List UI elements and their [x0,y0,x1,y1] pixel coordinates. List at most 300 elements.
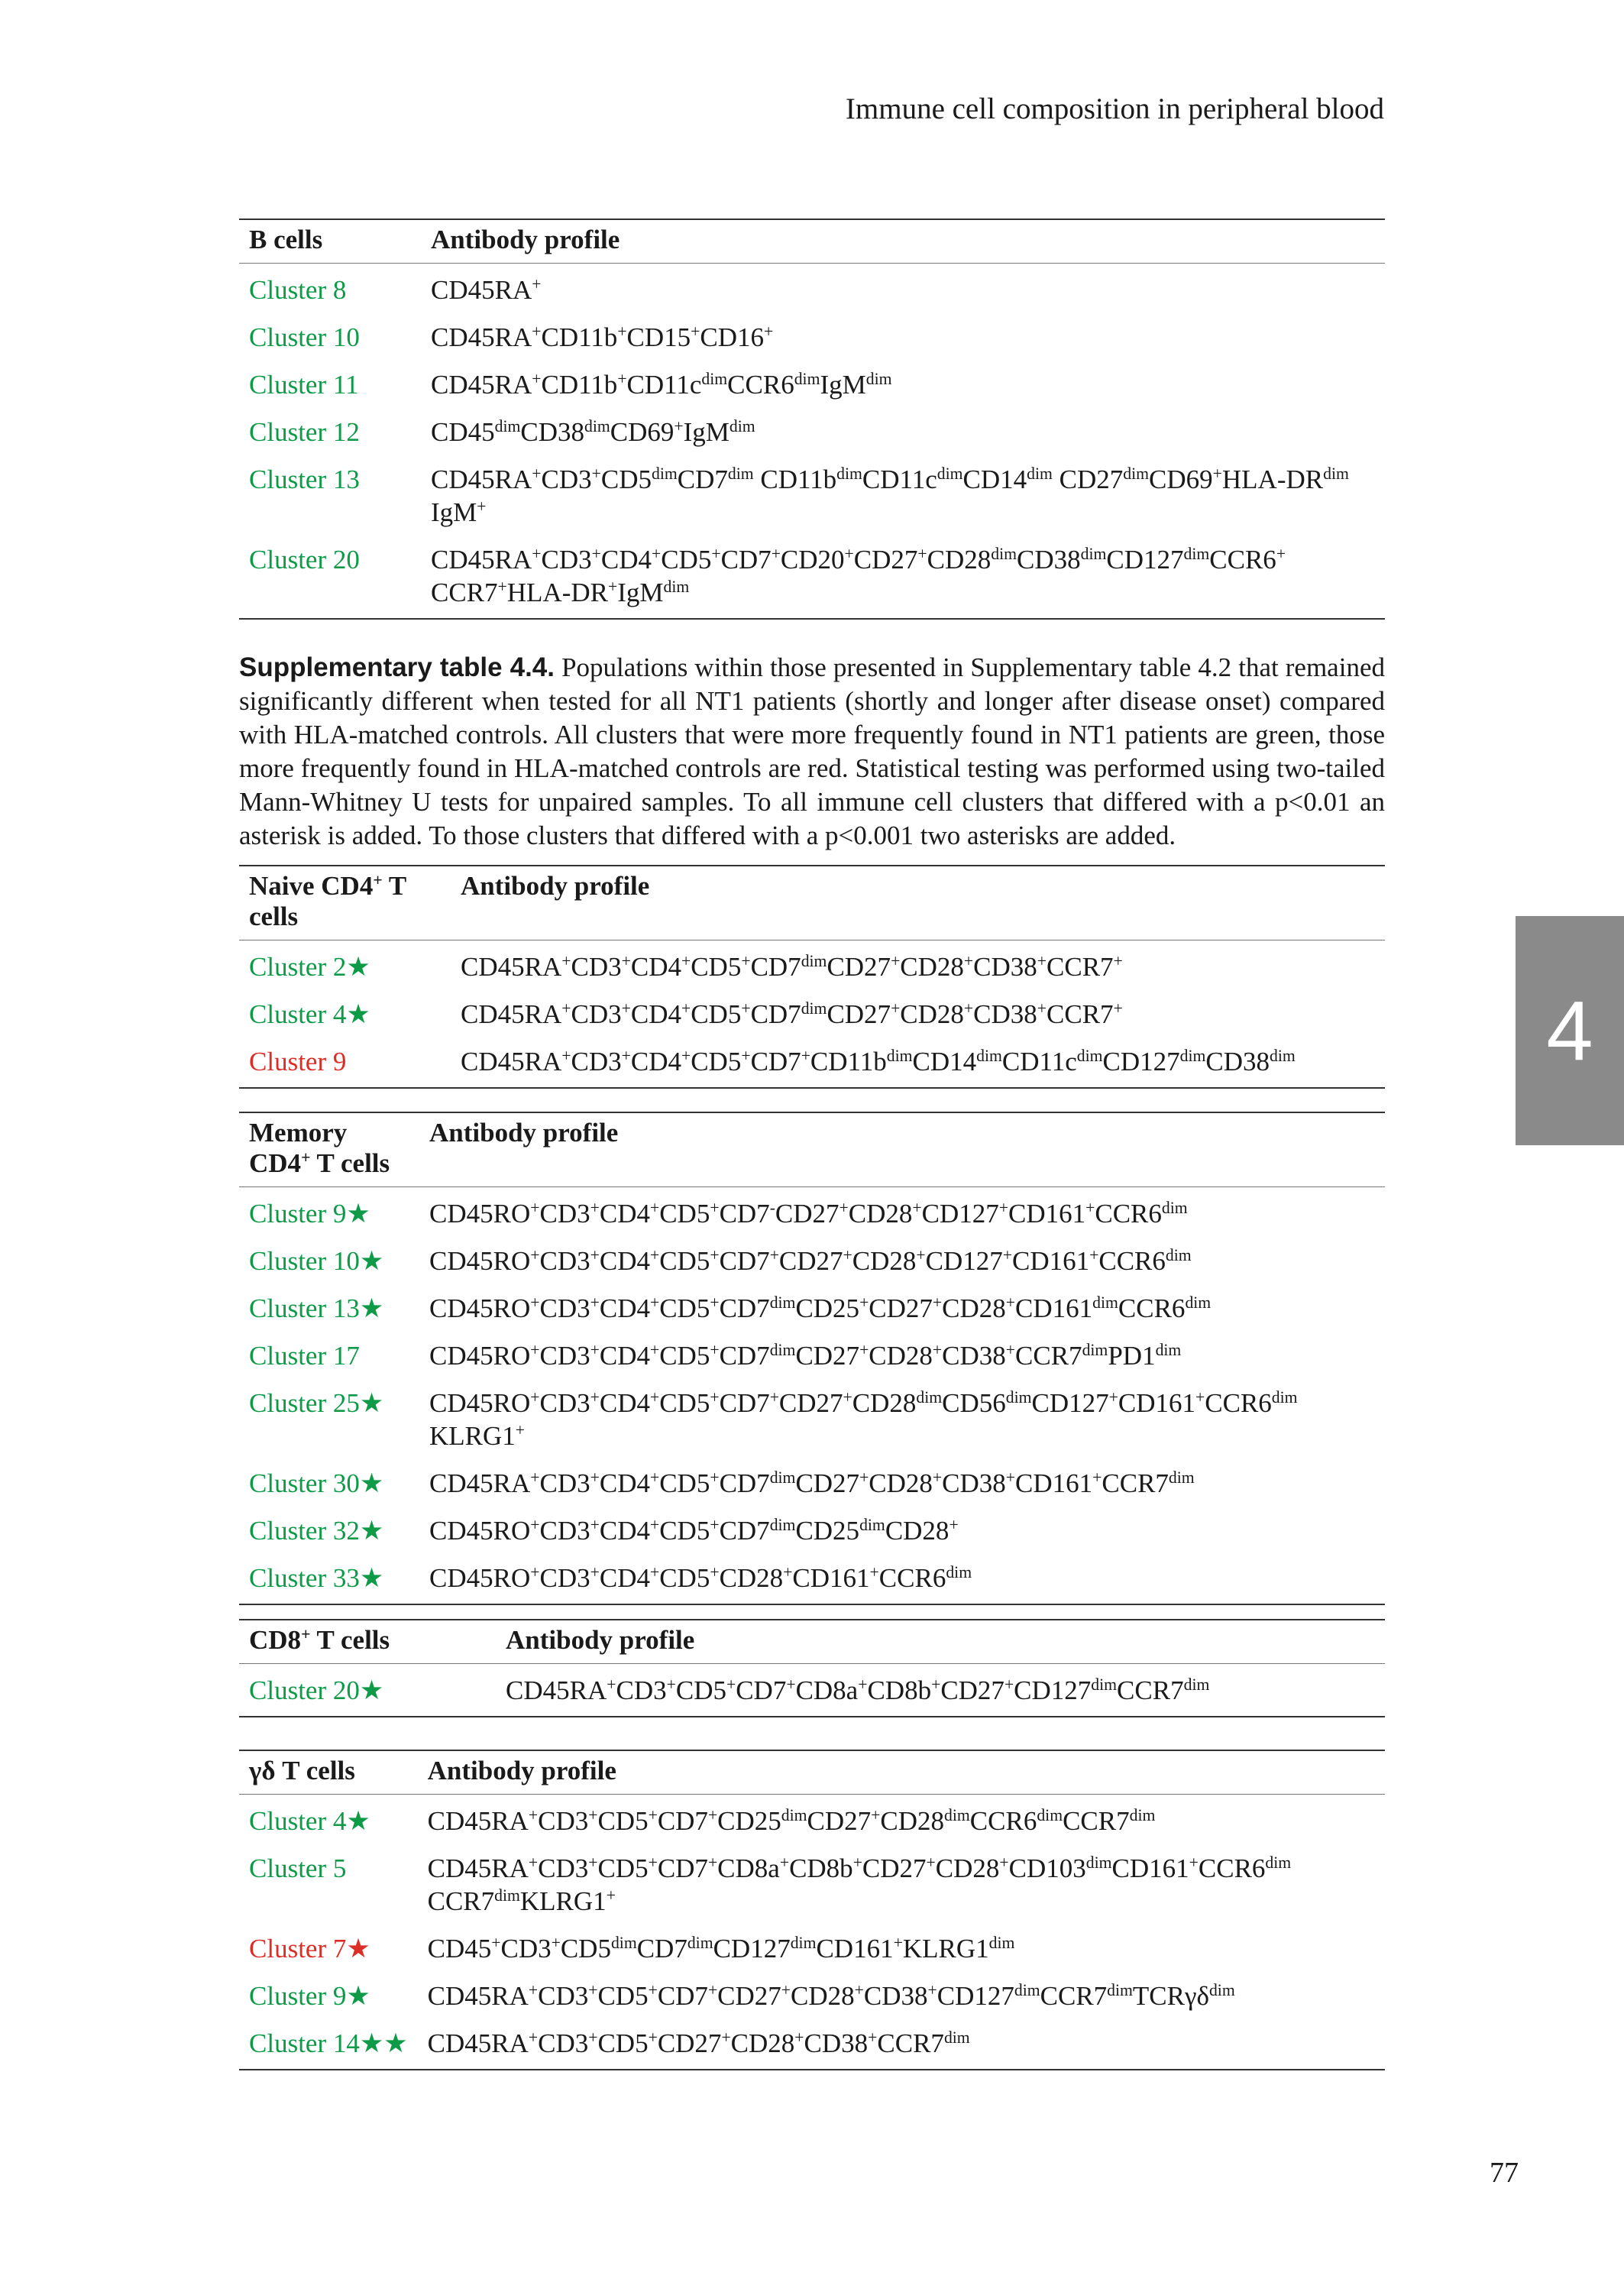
marker-name: CD28 [900,952,964,982]
marker-expression: + [649,1341,660,1360]
b-cells-table-wrap [239,219,1385,620]
table-row [239,1236,1385,1284]
marker-expression: + [588,2028,598,2048]
marker-expression: dim [1027,465,1053,484]
marker-name: CD28 [885,1516,949,1546]
marker-expression: dim [651,465,678,484]
marker-name: CD25 [795,1516,860,1546]
marker-name: CD5 [691,1047,742,1076]
marker-expression: dim [886,1047,913,1066]
marker-expression: + [726,1675,736,1695]
marker-name: CD45RA [427,1853,529,1883]
marker-name: CD3 [539,1293,590,1323]
marker-name: CD45RO [429,1388,531,1418]
marker-expression: + [530,1516,540,1535]
marker-name: CD127 [925,1246,1003,1276]
marker-name: CD27 [807,1806,872,1836]
marker-expression: + [301,1625,311,1644]
marker-name: CD4 [599,1516,650,1546]
running-header: Immune cell composition in peripheral blood [845,92,1384,125]
marker-name: CD161 [1008,1199,1086,1229]
antibody-profile [421,360,1385,407]
marker-expression: + [711,545,721,564]
marker-expression: + [843,1246,852,1265]
marker-name: CD7 [719,1341,770,1371]
marker-name: KLRG1 [429,1421,516,1451]
marker-expression: + [649,1246,660,1265]
table-header-row [239,1620,1385,1664]
marker-expression: + [1108,1388,1118,1407]
marker-name: CD8b [867,1675,932,1705]
marker-expression: + [681,1047,691,1066]
marker-expression: + [617,370,627,389]
marker-name: CD7 [750,1047,801,1076]
marker-expression: + [617,322,627,342]
marker-expression: + [859,1468,869,1488]
antibody-profile [451,940,1385,990]
marker-name: CD38 [973,999,1037,1029]
marker-expression: + [1085,1199,1095,1218]
marker-expression: dim [781,1806,807,1825]
marker-name: CD27 [657,2028,722,2058]
marker-expression: + [1189,1853,1199,1873]
marker-name: CD69 [610,417,675,447]
cluster-label: Cluster 8 [249,275,347,305]
marker-name: CD5 [597,1806,649,1836]
marker-expression: + [1092,1468,1102,1488]
marker-expression: + [869,1563,879,1582]
marker-expression: + [741,999,751,1018]
marker-name: CD27 [862,1853,927,1883]
marker-expression: + [551,1934,561,1953]
marker-expression: dim [946,1563,972,1582]
marker-expression: + [963,952,974,971]
marker-name: IgM [683,417,730,447]
marker-name: T cells [249,871,406,931]
marker-expression: + [710,1293,720,1313]
marker-expression: + [532,545,542,564]
marker-name: CCR6 [1209,545,1276,575]
marker-name: CD27 [940,1675,1004,1705]
marker-name: CD7 [719,1199,770,1229]
table-row [239,1187,1385,1237]
marker-expression: + [893,1934,903,1953]
marker-expression: + [949,1516,959,1535]
marker-expression: + [852,1853,862,1873]
marker-expression: + [707,1806,718,1825]
marker-name: CD27 [778,1246,843,1276]
antibody-profile [418,1924,1385,1971]
marker-name: CD5 [659,1468,710,1498]
marker-expression: + [707,1853,718,1873]
marker-name: CCR7 [1040,1981,1108,2011]
marker-name: CD3 [571,999,622,1029]
antibody-profile [419,1458,1385,1506]
table-row [239,455,1385,535]
marker-name: CD3 [538,1806,589,1836]
marker-name: CCR6 [1205,1388,1272,1418]
marker-name: CD25 [717,1806,781,1836]
marker-expression: + [621,1047,631,1066]
naive-cd4-t-cells-table [239,865,1385,1089]
marker-expression: dim [1183,545,1210,564]
marker-name: CD28 [852,1246,917,1276]
marker-name: CD45 [431,417,495,447]
marker-expression: + [590,1293,600,1313]
antibody-profile [419,1236,1385,1284]
marker-name: CD16 [700,322,765,352]
antibody-profile [419,1331,1385,1378]
marker-expression: dim [991,545,1017,564]
marker-expression: + [530,1246,540,1265]
marker-name: CD45RA [461,1047,562,1076]
marker-name: CD27 [795,1468,860,1498]
marker-name: CD3 [539,1563,590,1593]
marker-expression: + [771,545,781,564]
marker-expression: + [621,999,631,1018]
marker-name: CD161 [1111,1853,1189,1883]
marker-expression: + [868,2028,878,2048]
marker-expression: + [1113,999,1123,1018]
marker-name: CD11b [541,322,618,352]
marker-name: CD3 [539,1468,590,1498]
marker-name: CD3 [538,1853,589,1883]
marker-name: CD27 [775,1199,839,1229]
marker-name: CD127 [1014,1675,1092,1705]
marker-name: CD3 [571,1047,622,1076]
cluster-label: Cluster 4★ [249,1806,370,1836]
marker-expression: dim [769,1468,796,1488]
marker-name: CD3 [616,1675,667,1705]
marker-expression: + [649,1516,660,1535]
marker-expression: + [707,1981,718,2000]
memory-cd4-table-wrap [239,1112,1385,1605]
marker-name: CD103 [1008,1853,1086,1883]
cluster-label: Cluster 25★ [249,1388,384,1418]
cluster-label: Cluster 4★ [249,999,370,1029]
table-row [239,312,1385,360]
marker-expression: + [648,1981,658,2000]
marker-name: CD3 [539,1388,590,1418]
marker-name: CD7 [657,1853,708,1883]
marker-name: CD4 [599,1199,650,1229]
marker-name: CD5 [661,545,712,575]
marker-expression: dim [865,370,892,389]
marker-expression: + [590,1341,600,1360]
marker-name: CD8a [717,1853,780,1883]
marker-expression: + [666,1675,676,1695]
marker-name: CCR6 [1118,1293,1186,1323]
marker-expression: dim [790,1934,817,1953]
marker-expression: + [606,1886,616,1905]
marker-expression: + [561,952,571,971]
marker-name: CD27 [778,1388,843,1418]
marker-name: CD11c [862,465,937,494]
marker-name: CD45RA [431,545,532,575]
marker-expression: + [561,1047,571,1066]
marker-name: CD38 [942,1341,1006,1371]
marker-expression: dim [494,417,521,436]
marker-name: CD8a [795,1675,859,1705]
marker-expression: dim [701,370,728,389]
marker-name: CD38 [804,2028,869,2058]
marker-name: CD25 [795,1293,860,1323]
marker-name: CD11b [753,465,837,494]
marker-name: CD45RA [431,370,532,400]
antibody-profile [418,1844,1385,1924]
table-row [239,1037,1385,1088]
marker-name: CCR6 [1198,1853,1266,1883]
marker-name: CD20 [780,545,845,575]
marker-name: CD28 [852,1388,917,1418]
antibody-profile [451,1037,1385,1088]
cluster-label: Cluster 7★ [249,1934,370,1963]
marker-expression: + [528,1981,539,2000]
marker-expression: dim [1165,1246,1192,1265]
marker-expression: dim [610,1934,637,1953]
marker-expression: dim [1107,1981,1133,2000]
antibody-profile [419,1284,1385,1331]
marker-expression: + [998,1199,1008,1218]
marker-expression: dim [729,417,755,436]
marker-name: T cells [310,1625,390,1655]
marker-name: CD45RO [429,1293,531,1323]
header-text: B cells [249,225,323,254]
marker-name: CD7 [677,465,728,494]
marker-name: CCR6 [1098,1246,1166,1276]
cluster-label: Cluster 32★ [249,1516,384,1546]
antibody-profile [421,455,1385,535]
marker-expression: + [794,2028,804,2048]
marker-expression: + [590,1388,600,1407]
marker-expression: + [681,952,691,971]
profile-header: Antibody profile [427,1756,616,1785]
marker-expression: + [607,1675,616,1695]
marker-name: CD8 [249,1625,302,1655]
marker-expression: dim [769,1293,796,1313]
marker-expression: dim [1265,1853,1292,1873]
marker-expression: + [769,1388,779,1407]
marker-expression: + [839,1199,849,1218]
marker-expression: + [649,1199,660,1218]
antibody-profile [421,264,1385,313]
cluster-label: Cluster 10 [249,322,360,352]
marker-name: CD5 [659,1246,710,1276]
marker-name: CD161 [1015,1468,1093,1498]
marker-name: CCR6 [878,1563,946,1593]
marker-expression: dim [916,1388,943,1407]
table-row [239,2018,1385,2070]
marker-expression: dim [1092,1293,1118,1313]
marker-expression: + [1004,1675,1014,1695]
marker-expression: + [999,1853,1009,1873]
marker-expression: + [528,1853,539,1873]
header-text: γδ T cells [249,1756,355,1785]
marker-expression: + [781,1981,791,2000]
marker-expression: + [590,1563,600,1582]
marker-name: CD7 [720,545,772,575]
marker-name: CD161 [1015,1293,1093,1323]
marker-name: CD38 [863,1981,928,2011]
cluster-label: Cluster 10★ [249,1246,384,1276]
table-caption [239,651,1385,853]
marker-name: CD127 [937,1981,1014,2011]
antibody-profile [421,535,1385,619]
marker-expression: + [588,1853,598,1873]
marker-expression: dim [943,2028,970,2048]
cluster-label: Cluster 11 [249,370,359,400]
marker-name: CD45RO [429,1199,531,1229]
marker-name: CD28 [719,1563,784,1593]
marker-name: CD28 [730,2028,795,2058]
marker-name: Memory CD4 [249,1118,348,1178]
marker-expression: dim [727,465,754,484]
marker-expression: + [1002,1246,1012,1265]
marker-expression: + [932,1341,943,1360]
antibody-profile [496,1664,1385,1717]
marker-expression: + [1089,1246,1099,1265]
marker-expression: + [786,1675,796,1695]
table-header-row [239,219,1385,264]
marker-name: CD15 [626,322,691,352]
marker-name: CD3 [539,1246,590,1276]
marker-name: CD11c [626,370,702,400]
marker-expression: + [530,1468,540,1488]
table-row [239,1378,1385,1458]
marker-expression: + [1005,1468,1016,1488]
marker-expression: dim [1269,1047,1296,1066]
marker-expression: + [532,322,542,342]
marker-expression: + [1037,952,1047,971]
marker-name: CD45RA [427,1806,529,1836]
marker-expression: dim [1185,1293,1212,1313]
marker-expression: + [590,1246,600,1265]
marker-expression: + [588,1806,598,1825]
caption-text: Populations within those presented in Supplementary table 4.2 that remained significantly different when tested for all NT1 patients (shortly and longer after disease onset) compared with HLA-matched controls. All clusters that were more frequently found in NT1 patients are green, those more frequently found in HLA-matched controls are red. Statistical testing was performed using two-tailed Mann-Whitney U tests for unpaired samples. To all immune cell clusters that differed with a p<0.01 an asterisk is added. To those clusters that differed with a p<0.001 two asterisks are added. [239,652,1385,850]
marker-expression: + [1005,1293,1016,1313]
marker-name: CCR7 [1015,1341,1082,1371]
marker-expression: + [1195,1388,1205,1407]
marker-name: CD45RA [461,999,562,1029]
marker-expression: dim [1161,1199,1188,1218]
marker-name: CD45RO [429,1341,531,1371]
population-header [239,866,451,940]
marker-expression: dim [859,1516,885,1535]
marker-expression: + [859,1341,869,1360]
marker-name: CD27 [853,545,918,575]
antibody-profile [421,312,1385,360]
marker-name: CD4 [630,952,681,982]
marker-expression: + [721,2028,731,2048]
marker-name: CD161 [816,1934,894,1963]
marker-expression: + [932,1293,943,1313]
marker-expression: + [1276,545,1286,564]
marker-expression: dim [1082,1341,1108,1360]
antibody-profile [418,1795,1385,1844]
marker-name: CCR7 [1102,1468,1169,1498]
population-header [239,1112,419,1187]
table-row [239,360,1385,407]
cluster-label: Cluster 14★★ [249,2028,408,2058]
marker-expression: + [710,1246,720,1265]
marker-expression: dim [1005,1388,1032,1407]
marker-name: CD45RO [429,1516,531,1546]
marker-name: CD45RA [427,2028,529,2058]
marker-name: CD4 [599,1341,650,1371]
marker-name: IgM [617,578,664,607]
marker-name: CD5 [600,465,652,494]
marker-name: CD4 [599,1388,650,1418]
marker-expression: + [844,545,854,564]
marker-name: CD3 [541,545,592,575]
marker-name: CD5 [659,1388,710,1418]
marker-expression: + [651,545,662,564]
marker-expression: + [648,2028,658,2048]
marker-expression: + [891,952,901,971]
page-number: 77 [1490,2157,1519,2189]
marker-expression: + [932,1468,943,1488]
marker-name: CD5 [659,1293,710,1323]
marker-expression: + [590,1199,600,1218]
marker-name: CD7 [657,1806,708,1836]
marker-name: CCR7 [1117,1675,1184,1705]
marker-expression: + [917,545,927,564]
marker-expression: dim [1091,1675,1118,1695]
marker-expression: + [927,1981,937,2000]
marker-name: CD27 [869,1293,933,1323]
marker-name: CCR6 [727,370,794,400]
cluster-label: Cluster 9 [249,1047,347,1076]
marker-name: CD4 [599,1246,650,1276]
marker-name: CD127 [713,1934,791,1963]
table-row [239,1924,1385,1971]
marker-expression: + [801,1047,810,1066]
marker-expression: dim [836,465,862,484]
marker-name: CD5 [597,1981,649,2011]
table-row [239,1844,1385,1924]
marker-name: CD3 [541,465,592,494]
marker-name: CD27 [717,1981,781,2011]
marker-expression: + [710,1199,720,1218]
table-header-row [239,866,1385,940]
marker-name: CD161 [1012,1246,1090,1276]
marker-expression: dim [1323,465,1349,484]
marker-expression: + [741,1047,751,1066]
marker-name: CD28 [900,999,964,1029]
marker-name: CD3 [538,2028,589,2058]
marker-expression: + [710,1563,720,1582]
cluster-label: Cluster 5 [249,1853,347,1883]
cluster-label: Cluster 13★ [249,1293,384,1323]
marker-name: CD45RA [506,1675,607,1705]
population-header [239,1620,496,1664]
marker-expression: dim [1155,1341,1182,1360]
marker-expression: + [926,1853,936,1873]
marker-expression: + [530,1563,540,1582]
marker-name: CD27 [827,952,891,982]
marker-name: CCR7 [877,2028,944,2058]
marker-expression: dim [988,1934,1015,1953]
marker-expression: dim [494,1886,520,1905]
marker-expression: + [1037,999,1047,1018]
cluster-label: Cluster 2★ [249,952,370,982]
table-row [239,1664,1385,1717]
marker-expression: + [590,1468,600,1488]
table-row [239,1971,1385,2018]
marker-expression: + [1212,465,1222,484]
marker-name: CD38 [520,417,584,447]
marker-expression: dim [1014,1981,1040,2000]
